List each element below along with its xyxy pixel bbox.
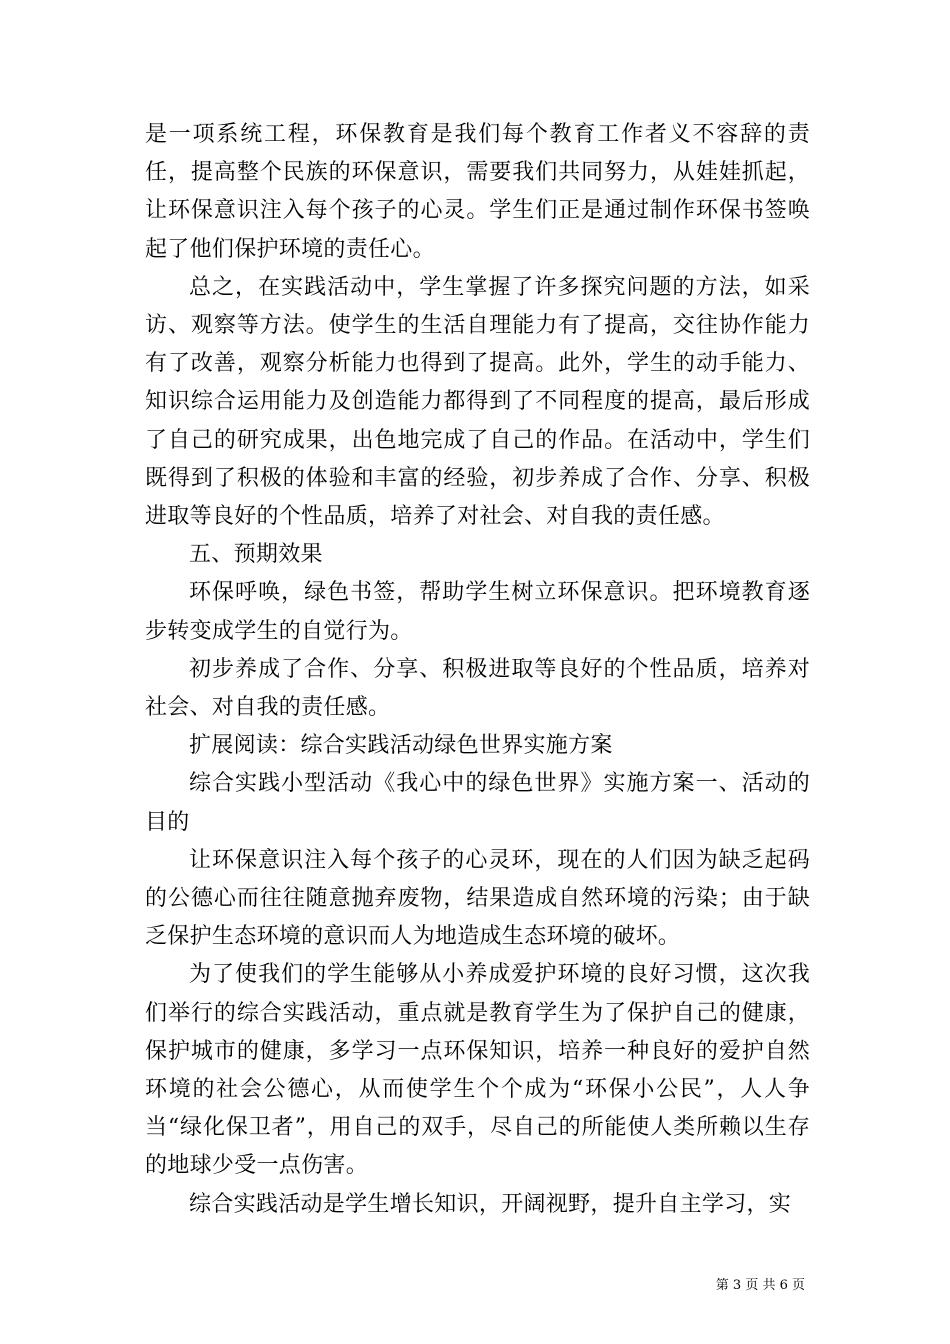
paragraph: 是一项系统工程，环保教育是我们每个教育工作者义不容辞的责任，提高整个民族的环保意识，需要我们共同努力，从娃娃抓起，让环保意识注入每个孩子的心灵。学生们正是通过制作环保书签唤起了他们保护环境的责任心。	[145, 122, 810, 262]
extended-reading-heading: 扩展阅读：综合实践活动绿色世界实施方案	[189, 733, 613, 759]
paragraph: 让环保意识注入每个孩子的心灵环，现在的人们因为缺乏起码的公德心而往往随意抛弃废物，结果造成自然环境的污染；由于缺乏保护生态环境的意识而人为地造成生态环境的破坏。	[145, 847, 810, 950]
paragraph: 初步养成了合作、分享、积极进取等良好的个性品质，培养对社会、对自我的责任感。	[145, 656, 810, 721]
paragraph: 为了使我们的学生能够从小养成爱护环境的良好习惯，这次我们举行的综合实践活动，重点就是教育学生为了保护自己的健康，保护城市的健康，多学习一点环保知识，培养一种良好的爱护自然环境的社会公德心，从而使学生个个成为“环保小公民”，人人争当“绿化保卫者”，用自己的双手，尽自己的所能使人类所赖以生存的地球少受一点伤害。	[145, 962, 810, 1179]
paragraph: 综合实践小型活动《我心中的绿色世界》实施方案一、活动的目的	[145, 771, 810, 835]
paragraph: 环保呼唤，绿色书签，帮助学生树立环保意识。把环境教育逐步转变成学生的自觉行为。	[145, 580, 810, 644]
page-number: 第 3 页 共 6 页	[715, 1278, 805, 1293]
paragraph: 综合实践活动是学生增长知识，开阔视野，提升自主学习，实	[189, 1191, 792, 1217]
paragraph: 总之，在实践活动中，学生掌握了许多探究问题的方法，如采访、观察等方法。使学生的生活自理能力有了提高，交往协作能力有了改善，观察分析能力也得到了提高。此外，学生的动手能力、知识综合运用能力及创造能力都得到了不同程度的提高，最后形成了自己的研究成果，出色地完成了自己的作品。在活动中，学生们既得到了积极的体验和丰富的经验，初步养成了合作、分享、积极进取等良好的个性品质，培养了对社会、对自我的责任感。	[145, 274, 810, 530]
section-heading: 五、预期效果	[189, 542, 323, 568]
document-body	[145, 116, 810, 1224]
